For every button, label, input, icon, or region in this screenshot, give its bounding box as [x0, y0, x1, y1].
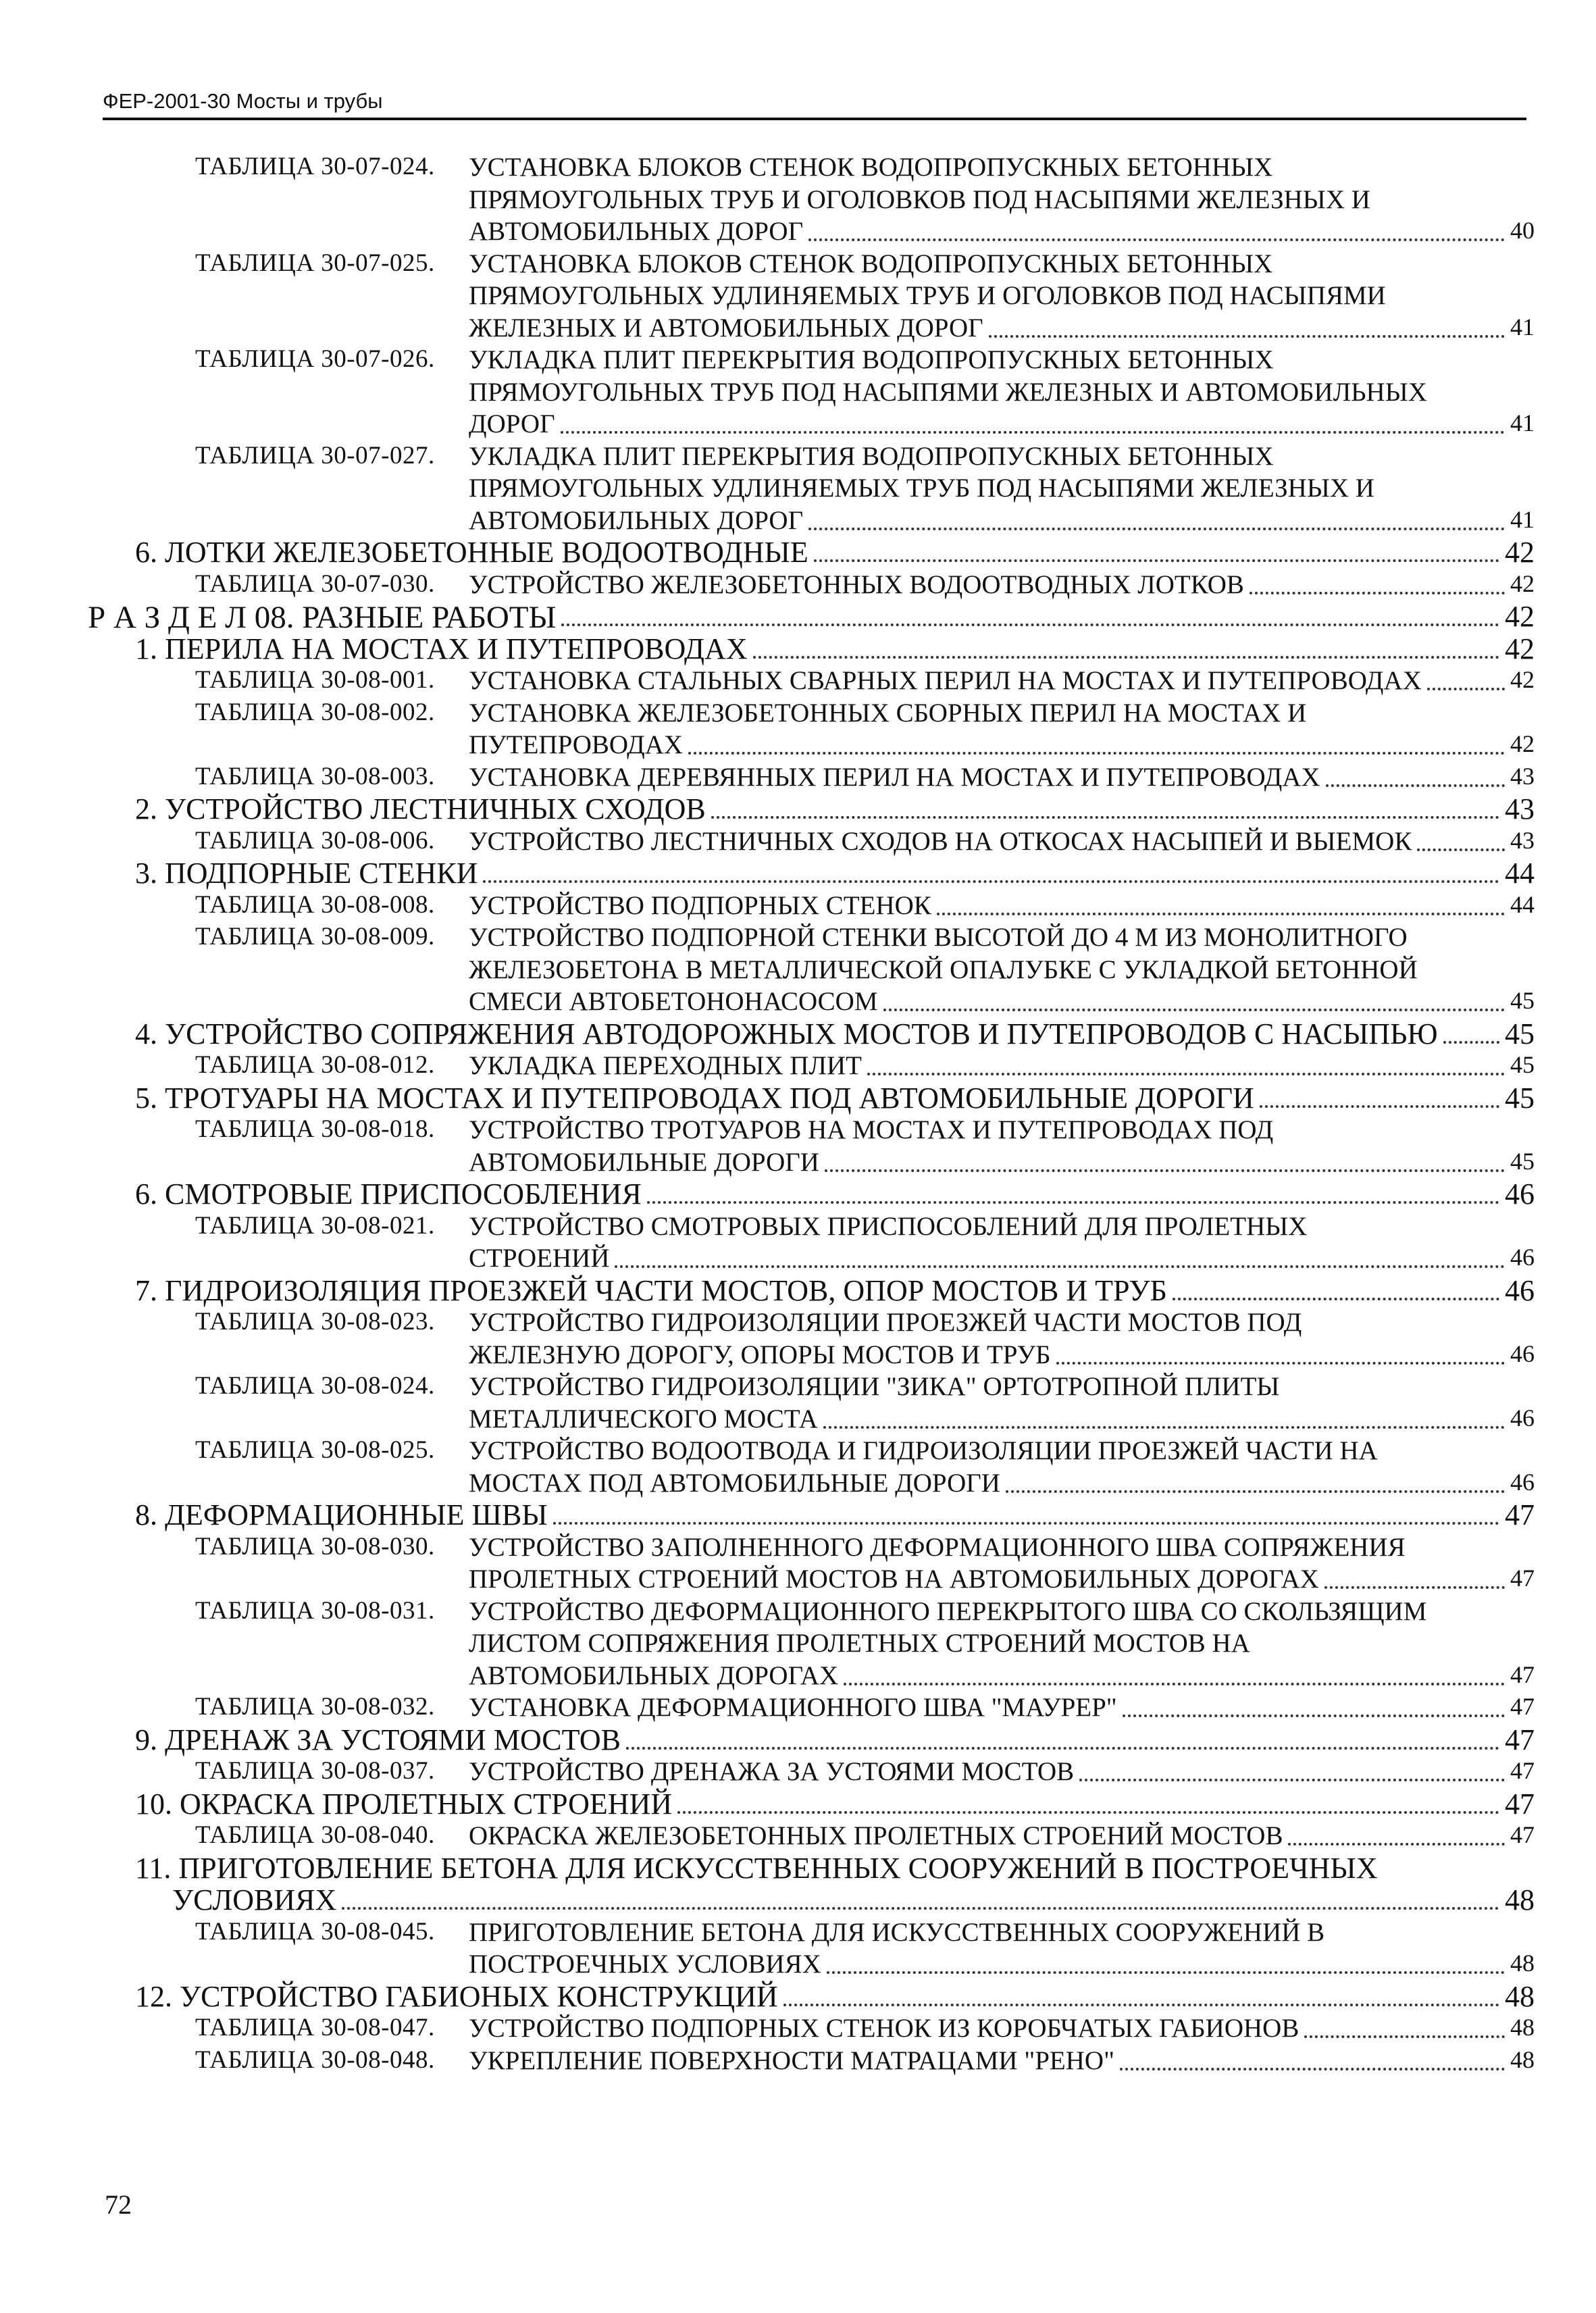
toc-table-title-line: СТРОЕНИЙ	[469, 1244, 610, 1273]
toc-page-number: 47	[1510, 1693, 1535, 1720]
toc-table-title-line: ПУТЕПРОВОДАХ	[469, 730, 684, 759]
toc-table-code: ТАБЛИЦА 30-08-032.	[195, 1693, 435, 1721]
toc-table-title-line: ЛИСТОМ СОПРЯЖЕНИЯ ПРОЛЕТНЫХ СТРОЕНИЙ МОСТОВ НА	[469, 1629, 1250, 1658]
toc-dot-leader	[561, 431, 1505, 434]
toc-dot-leader	[783, 2004, 1499, 2006]
toc-table-title-line: МЕТАЛЛИЧЕСКОГО МОСТА	[469, 1404, 818, 1433]
toc-section-title-line: 12. УСТРОЙСТВО ГАБИОНЫХ КОНСТРУКЦИЙ	[135, 1979, 778, 2013]
toc-page-number: 43	[1510, 762, 1535, 790]
toc-page-number: 48	[1510, 1950, 1535, 1977]
toc-page-number: 45	[1510, 1051, 1535, 1078]
toc-page-number: 46	[1505, 1177, 1535, 1211]
toc-dot-leader	[1324, 1586, 1505, 1589]
toc-page-number: 45	[1505, 1081, 1535, 1115]
toc-table-title-line: УСТРОЙСТВО ПОДПОРНОЙ СТЕНКИ ВЫСОТОЙ ДО 4 М ИЗ МОНОЛИТНОГО	[469, 923, 1408, 952]
toc-table-title-line: УСТАНОВКА БЛОКОВ СТЕНОК ВОДОПРОПУСКНЫХ БЕТОННЫХ	[469, 249, 1273, 278]
toc-table-code: ТАБЛИЦА 30-08-030.	[195, 1532, 435, 1560]
toc-page-number: 45	[1510, 987, 1535, 1014]
toc-dot-leader	[1123, 1714, 1505, 1717]
toc-dot-leader	[844, 1683, 1505, 1685]
toc-page-number: 46	[1510, 1468, 1535, 1496]
toc-dot-leader	[827, 1971, 1505, 1974]
toc-table-code: ТАБЛИЦА 30-08-012.	[195, 1051, 435, 1079]
toc-part-title: Р А З Д Е Л 08. РАЗНЫЕ РАБОТЫ	[88, 600, 557, 635]
toc-section-title-line: 4. УСТРОЙСТВО СОПРЯЖЕНИЯ АВТОДОРОЖНЫХ МОСТОВ И ПУТЕПРОВОДОВ С НАСЫПЬЮ	[135, 1017, 1438, 1050]
toc-dot-leader	[561, 624, 1499, 626]
toc-page-number: 47	[1505, 1498, 1535, 1531]
toc-table-title-line: УСТРОЙСТВО ГИДРОИЗОЛЯЦИИ "ЗИКА" ОРТОТРОПНОЙ ПЛИТЫ	[469, 1372, 1280, 1401]
toc-table-title-line: УСТРОЙСТВО ДЕФОРМАЦИОННОГО ПЕРЕКРЫТОГО ШВА СО СКОЛЬЗЯЩИМ	[469, 1596, 1427, 1626]
toc-table-title-line: ПРИГОТОВЛЕНИЕ БЕТОНА ДЛЯ ИСКУССТВЕННЫХ СООРУЖЕНИЙ В	[469, 1917, 1325, 1947]
toc-table-title-line: УСТАНОВКА СТАЛЬНЫХ СВАРНЫХ ПЕРИЛ НА МОСТАХ И ПУТЕПРОВОДАХ	[469, 666, 1422, 695]
toc-dot-leader	[1006, 1490, 1505, 1493]
toc-dot-leader	[808, 238, 1505, 241]
toc-table-title-line: СМЕСИ АВТОБЕТОНОНАСОСОМ	[469, 987, 878, 1016]
toc-page-number: 46	[1510, 1244, 1535, 1271]
toc-table-title-line: УКЛАДКА ПЛИТ ПЕРЕКРЫТИЯ ВОДОПРОПУСКНЫХ БЕТОННЫХ	[469, 441, 1274, 471]
toc-dot-leader	[1326, 784, 1505, 787]
toc-page-number: 48	[1510, 2014, 1535, 2041]
toc-table-title-line: ПРЯМОУГОЛЬНЫХ ТРУБ ПОД НАСЫПЯМИ ЖЕЛЕЗНЫХ И АВТОМОБИЛЬНЫХ	[469, 377, 1427, 407]
toc-table-title-line: ЖЕЛЕЗОБЕТОНА В МЕТАЛЛИЧЕСКОЙ ОПАЛУБКЕ С УКЛАДКОЙ БЕТОННОЙ	[469, 955, 1418, 984]
toc-table-title-line: ОКРАСКА ЖЕЛЕЗОБЕТОННЫХ ПРОЛЕТНЫХ СТРОЕНИЙ МОСТОВ	[469, 1821, 1283, 1850]
toc-dot-leader	[342, 1907, 1499, 1910]
toc-page-number: 44	[1510, 890, 1535, 918]
toc-page-number: 44	[1505, 857, 1535, 890]
toc-page-number: 46	[1510, 1404, 1535, 1431]
toc-table-code: ТАБЛИЦА 30-08-047.	[195, 2014, 435, 2041]
toc-page-number: 42	[1510, 569, 1535, 597]
toc-page-number: 43	[1505, 792, 1535, 825]
toc-table-title-line: УКРЕПЛЕНИЕ ПОВЕРХНОСТИ МАТРАЦАМИ "РЕНО"	[469, 2045, 1114, 2075]
toc-dot-leader	[553, 1522, 1499, 1525]
toc-page-number: 47	[1510, 1660, 1535, 1688]
toc-page-number: 41	[1510, 313, 1535, 340]
toc-table-title-line: УСТРОЙСТВО ПОДПОРНЫХ СТЕНОК ИЗ КОРОБЧАТЫХ ГАБИОНОВ	[469, 2014, 1299, 2043]
toc-table-code: ТАБЛИЦА 30-08-008.	[195, 890, 435, 919]
toc-dot-leader	[711, 816, 1499, 819]
toc-page-number: 47	[1510, 1565, 1535, 1592]
toc-table-title-line: УСТРОЙСТВО ПОДПОРНЫХ СТЕНОК	[469, 890, 931, 920]
toc-dot-leader	[1260, 1105, 1499, 1108]
toc-dot-leader	[808, 528, 1505, 530]
toc-table-title-line: ЖЕЛЕЗНЫХ И АВТОМОБИЛЬНЫХ ДОРОГ	[469, 313, 983, 342]
toc-table-code: ТАБЛИЦА 30-08-009.	[195, 923, 435, 950]
toc-table-title-line: МОСТАХ ПОД АВТОМОБИЛЬНЫЕ ДОРОГИ	[469, 1468, 1000, 1498]
toc-section-title-line: 11. ПРИГОТОВЛЕНИЕ БЕТОНА ДЛЯ ИСКУССТВЕННЫХ СООРУЖЕНИЙ В ПОСТРОЕЧНЫХ	[135, 1851, 1378, 1885]
toc-table-title-line: АВТОМОБИЛЬНЫХ ДОРОГ	[469, 505, 804, 535]
toc-table-code: ТАБЛИЦА 30-07-024.	[195, 153, 435, 180]
toc-table-code: ТАБЛИЦА 30-08-001.	[195, 666, 435, 694]
toc-dot-leader	[1427, 688, 1505, 690]
toc-table-code: ТАБЛИЦА 30-07-030.	[195, 569, 435, 598]
toc-table-title-line: ЖЕЛЕЗНУЮ ДОРОГУ, ОПОРЫ МОСТОВ И ТРУБ	[469, 1340, 1051, 1369]
toc-table-title-line: АВТОМОБИЛЬНЫХ ДОРОГ	[469, 217, 804, 246]
toc-page-number: 48	[1505, 1979, 1535, 2013]
toc-page-number: 45	[1505, 1017, 1535, 1050]
toc-table-code: ТАБЛИЦА 30-08-031.	[195, 1596, 435, 1625]
toc-table-title-line: УСТРОЙСТВО СМОТРОВЫХ ПРИСПОСОБЛЕНИЙ ДЛЯ ПРОЛЕТНЫХ	[469, 1211, 1308, 1241]
toc-dot-leader	[1173, 1298, 1499, 1300]
toc-dot-leader	[677, 1811, 1499, 1814]
toc-page-number: 46	[1510, 1340, 1535, 1367]
toc-table-code: ТАБЛИЦА 30-08-045.	[195, 1917, 435, 1946]
toc-page-number: 47	[1505, 1723, 1535, 1756]
toc-table-title-line: АВТОМОБИЛЬНЫЕ ДОРОГИ	[469, 1147, 819, 1177]
toc-table-code: ТАБЛИЦА 30-08-048.	[195, 2045, 435, 2074]
toc-section-title-line: 8. ДЕФОРМАЦИОННЫЕ ШВЫ	[135, 1498, 548, 1531]
toc-dot-leader	[1079, 1779, 1505, 1781]
toc-dot-leader	[867, 1073, 1505, 1075]
toc-table-title-line: УСТАНОВКА ДЕФОРМАЦИОННОГО ШВА "МАУРЕР"	[469, 1693, 1117, 1722]
toc-table-title-line: УСТРОЙСТВО ЗАПОЛНЕННОГО ДЕФОРМАЦИОННОГО ШВА СОПРЯЖЕНИЯ	[469, 1532, 1406, 1562]
toc-page-number: 42	[1505, 600, 1535, 633]
toc-section-title-line: 5. ТРОТУАРЫ НА МОСТАХ И ПУТЕПРОВОДАХ ПОД АВТОМОБИЛЬНЫЕ ДОРОГИ	[135, 1081, 1254, 1115]
toc-page-number: 40	[1510, 217, 1535, 244]
toc-dot-leader	[825, 1169, 1505, 1172]
toc-table-title-line: УСТРОЙСТВО ЖЕЛЕЗОБЕТОННЫХ ВОДООТВОДНЫХ ЛОТКОВ	[469, 569, 1244, 599]
toc-dot-leader	[753, 656, 1499, 659]
toc-dot-leader	[823, 1426, 1505, 1429]
toc-dot-leader	[1288, 1843, 1505, 1846]
toc-section-title-line: 7. ГИДРОИЗОЛЯЦИЯ ПРОЕЗЖЕЙ ЧАСТИ МОСТОВ, ОПОР МОСТОВ И ТРУБ	[135, 1273, 1167, 1307]
toc-table-code: ТАБЛИЦА 30-07-026.	[195, 345, 435, 373]
toc-table-title-line: УСТАНОВКА БЛОКОВ СТЕНОК ВОДОПРОПУСКНЫХ БЕТОННЫХ	[469, 153, 1273, 182]
toc-section-title-line: 3. ПОДПОРНЫЕ СТЕНКИ	[135, 857, 478, 890]
toc-page-number: 48	[1505, 1883, 1535, 1916]
toc-page-number: 45	[1510, 1147, 1535, 1175]
toc-page-number: 42	[1505, 536, 1535, 569]
toc-table-code: ТАБЛИЦА 30-08-021.	[195, 1211, 435, 1240]
toc-table-title-line: УСТАНОВКА ЖЕЛЕЗОБЕТОННЫХ СБОРНЫХ ПЕРИЛ НА МОСТАХ И	[469, 698, 1307, 728]
toc-dot-leader	[688, 752, 1505, 755]
toc-section-title-line: 6. СМОТРОВЫЕ ПРИСПОСОБЛЕНИЯ	[135, 1177, 642, 1211]
toc-dot-leader	[1304, 2035, 1505, 2038]
toc-section-title-line: 1. ПЕРИЛА НА МОСТАХ И ПУТЕПРОВОДАХ	[135, 632, 748, 665]
toc-table-title-line: ПРЯМОУГОЛЬНЫХ УДЛИНЯЕМЫХ ТРУБ И ОГОЛОВКОВ ПОД НАСЫПЯМИ	[469, 281, 1386, 310]
toc-table-code: ТАБЛИЦА 30-08-023.	[195, 1308, 435, 1336]
page-number: 72	[105, 2189, 132, 2220]
toc-dot-leader	[1417, 848, 1505, 851]
toc-dot-leader	[937, 913, 1505, 915]
toc-dot-leader	[883, 1009, 1505, 1011]
toc-table-title-line: АВТОМОБИЛЬНЫХ ДОРОГАХ	[469, 1660, 839, 1690]
toc-dot-leader	[814, 559, 1499, 562]
running-header: ФЕР-2001-30 Мосты и трубы	[103, 86, 1526, 120]
toc-dot-leader	[626, 1747, 1499, 1750]
toc-table-code: ТАБЛИЦА 30-07-027.	[195, 441, 435, 469]
toc-table-code: ТАБЛИЦА 30-08-040.	[195, 1821, 435, 1849]
toc-table-code: ТАБЛИЦА 30-08-037.	[195, 1757, 435, 1785]
toc-page-number: 47	[1505, 1787, 1535, 1821]
toc-page-number: 42	[1505, 632, 1535, 665]
toc-page-number: 42	[1510, 666, 1535, 693]
toc-page-number: 41	[1510, 505, 1535, 533]
toc-table-title-line: ПОСТРОЕЧНЫХ УСЛОВИЯХ	[469, 1950, 821, 1979]
toc-dot-leader	[1443, 1041, 1499, 1044]
toc-dot-leader	[483, 880, 1499, 883]
toc-page-number: 41	[1510, 409, 1535, 436]
toc-dot-leader	[1250, 592, 1505, 594]
toc-table-title-line: ДОРОГ	[469, 409, 555, 438]
toc-table-title-line: УСТРОЙСТВО ТРОТУАРОВ НА МОСТАХ И ПУТЕПРОВОДАХ ПОД	[469, 1115, 1274, 1144]
toc-section-title-line: 9. ДРЕНАЖ ЗА УСТОЯМИ МОСТОВ	[135, 1723, 621, 1756]
toc-page-number: 43	[1510, 826, 1535, 854]
toc-table-title-line: УСТРОЙСТВО ДРЕНАЖА ЗА УСТОЯМИ МОСТОВ	[469, 1757, 1075, 1786]
toc-section-title-line: 6. ЛОТКИ ЖЕЛЕЗОБЕТОННЫЕ ВОДООТВОДНЫЕ	[135, 536, 808, 569]
toc-section-title-line: УСЛОВИЯХ	[172, 1883, 337, 1916]
toc-table-code: ТАБЛИЦА 30-08-006.	[195, 826, 435, 855]
toc-table-code: ТАБЛИЦА 30-08-018.	[195, 1115, 435, 1143]
toc-table-title-line: УСТАНОВКА ДЕРЕВЯННЫХ ПЕРИЛ НА МОСТАХ И ПУТЕПРОВОДАХ	[469, 762, 1320, 792]
toc-table-code: ТАБЛИЦА 30-08-025.	[195, 1436, 435, 1464]
toc-page-number: 42	[1510, 730, 1535, 757]
toc-page-number: 47	[1510, 1821, 1535, 1848]
toc-section-title-line: 2. УСТРОЙСТВО ЛЕСТНИЧНЫХ СХОДОВ	[135, 792, 706, 825]
toc-table-title-line: УСТРОЙСТВО ВОДООТВОДА И ГИДРОИЗОЛЯЦИИ ПРОЕЗЖЕЙ ЧАСТИ НА	[469, 1436, 1378, 1465]
toc-page-number: 47	[1510, 1757, 1535, 1784]
toc-table-code: ТАБЛИЦА 30-08-003.	[195, 762, 435, 790]
toc-section-title-line: 10. ОКРАСКА ПРОЛЕТНЫХ СТРОЕНИЙ	[135, 1787, 673, 1821]
toc-table-code: ТАБЛИЦА 30-08-002.	[195, 698, 435, 726]
toc-table-title-line: ПРЯМОУГОЛЬНЫХ ТРУБ И ОГОЛОВКОВ ПОД НАСЫПЯМИ ЖЕЛЕЗНЫХ И	[469, 184, 1370, 214]
toc-page-number: 46	[1505, 1273, 1535, 1307]
toc-dot-leader	[615, 1265, 1505, 1268]
toc-dot-leader	[1120, 2068, 1505, 2070]
toc-dot-leader	[647, 1201, 1499, 1204]
toc-table-title-line: УСТРОЙСТВО ГИДРОИЗОЛЯЦИИ ПРОЕЗЖЕЙ ЧАСТИ МОСТОВ ПОД	[469, 1308, 1302, 1337]
toc-table-title-line: ПРОЛЕТНЫХ СТРОЕНИЙ МОСТОВ НА АВТОМОБИЛЬНЫХ ДОРОГАХ	[469, 1565, 1319, 1594]
toc-dot-leader	[1056, 1362, 1505, 1365]
toc-table-code: ТАБЛИЦА 30-07-025.	[195, 249, 435, 277]
toc-table-title-line: УСТРОЙСТВО ЛЕСТНИЧНЫХ СХОДОВ НА ОТКОСАХ НАСЫПЕЙ И ВЫЕМОК	[469, 826, 1412, 856]
toc-page-number: 48	[1510, 2045, 1535, 2073]
toc-table-title-line: УКЛАДКА ПЛИТ ПЕРЕКРЫТИЯ ВОДОПРОПУСКНЫХ БЕТОННЫХ	[469, 345, 1274, 374]
toc-table-code: ТАБЛИЦА 30-08-024.	[195, 1372, 435, 1400]
toc-dot-leader	[989, 335, 1505, 338]
toc-table-title-line: УКЛАДКА ПЕРЕХОДНЫХ ПЛИТ	[469, 1051, 862, 1080]
toc-table-title-line: ПРЯМОУГОЛЬНЫХ УДЛИНЯЕМЫХ ТРУБ ПОД НАСЫПЯМИ ЖЕЛЕЗНЫХ И	[469, 474, 1374, 503]
